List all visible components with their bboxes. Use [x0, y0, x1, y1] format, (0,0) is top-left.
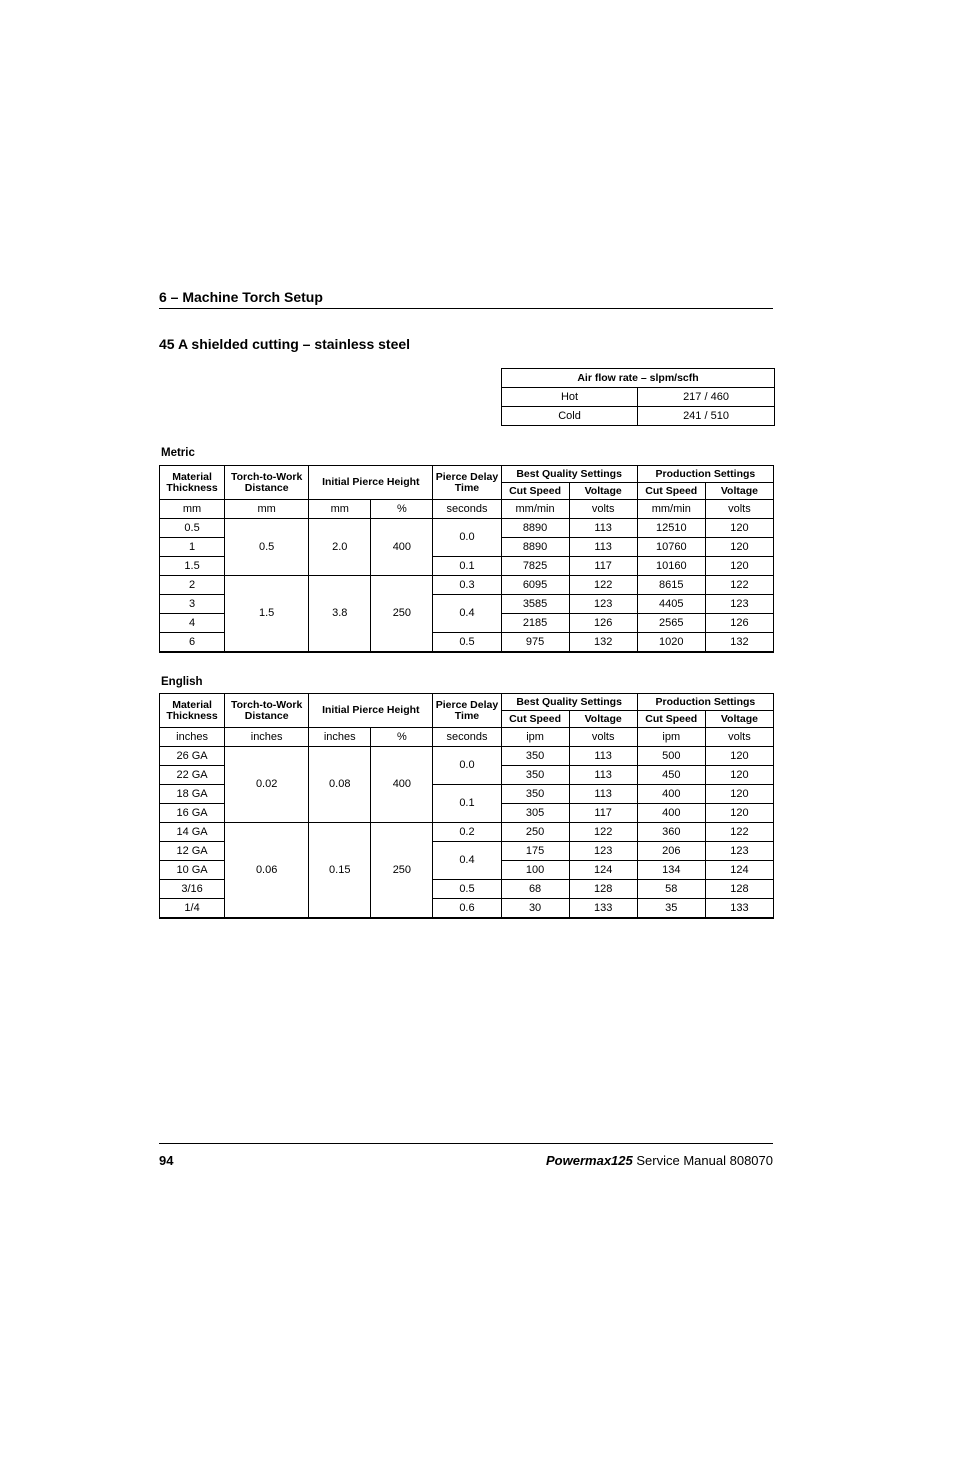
production-speed-cell: 2565	[637, 614, 705, 633]
best-quality-voltage-cell: 113	[569, 519, 637, 538]
production-voltage-cell: 120	[705, 557, 773, 576]
production-voltage-cell: 123	[705, 595, 773, 614]
production-voltage-cell: 126	[705, 614, 773, 633]
pierce-delay-cell: 0.5	[433, 880, 501, 899]
header-row	[160, 694, 774, 711]
unit-cell: volts	[569, 500, 637, 519]
unit-cell: seconds	[433, 728, 501, 747]
units-row	[160, 500, 774, 519]
material-thickness-cell: 10 GA	[160, 861, 225, 880]
air-flow-row	[502, 388, 775, 407]
production-speed-cell: 8615	[637, 576, 705, 595]
column-header-torch-to-work: Torch-to-Work Distance	[225, 694, 309, 728]
best-quality-voltage-cell: 113	[569, 785, 637, 804]
best-quality-voltage-cell: 132	[569, 633, 637, 653]
unit-cell: volts	[569, 728, 637, 747]
unit-cell: mm/min	[501, 500, 569, 519]
unit-cell: %	[371, 728, 433, 747]
pierce-percent-cell: 400	[371, 747, 433, 823]
best-quality-speed-cell: 350	[501, 747, 569, 766]
best-quality-speed-cell: 350	[501, 766, 569, 785]
column-header-production: Production Settings	[637, 694, 773, 711]
production-voltage-cell: 133	[705, 899, 773, 919]
production-voltage-cell: 120	[705, 766, 773, 785]
best-quality-voltage-cell: 113	[569, 766, 637, 785]
unit-cell: seconds	[433, 500, 501, 519]
production-speed-cell: 500	[637, 747, 705, 766]
production-speed-cell: 4405	[637, 595, 705, 614]
column-header-best-quality: Best Quality Settings	[501, 466, 637, 483]
production-voltage-cell: 124	[705, 861, 773, 880]
column-header-cut-speed: Cut Speed	[501, 483, 569, 500]
unit-cell: mm	[225, 500, 309, 519]
production-voltage-cell: 122	[705, 823, 773, 842]
column-header-torch-to-work: Torch-to-Work Distance	[225, 466, 309, 500]
section-title: 6 – Machine Torch Setup	[159, 289, 323, 305]
column-header-pierce-delay: Pierce Delay Time	[433, 466, 501, 500]
air-flow-table	[501, 368, 775, 426]
production-speed-cell: 35	[637, 899, 705, 919]
production-speed-cell: 400	[637, 804, 705, 823]
unit-cell: inches	[160, 728, 225, 747]
production-voltage-cell: 122	[705, 576, 773, 595]
pierce-delay-cell: 0.3	[433, 576, 501, 595]
pierce-delay-cell: 0.1	[433, 557, 501, 576]
production-speed-cell: 12510	[637, 519, 705, 538]
table-row	[160, 576, 774, 595]
best-quality-speed-cell: 100	[501, 861, 569, 880]
best-quality-voltage-cell: 126	[569, 614, 637, 633]
best-quality-speed-cell: 8890	[501, 519, 569, 538]
production-speed-cell: 206	[637, 842, 705, 861]
column-header-material-thickness: Material Thickness	[160, 694, 225, 728]
column-header-pierce-delay: Pierce Delay Time	[433, 694, 501, 728]
pierce-delay-cell: 0.5	[433, 633, 501, 653]
unit-cell: ipm	[501, 728, 569, 747]
metric-cut-table	[159, 465, 774, 653]
best-quality-speed-cell: 8890	[501, 538, 569, 557]
production-voltage-cell: 128	[705, 880, 773, 899]
production-voltage-cell: 120	[705, 804, 773, 823]
column-header-initial-pierce-height: Initial Pierce Height	[309, 466, 433, 500]
manual-title: Service Manual	[636, 1153, 726, 1168]
header-row	[160, 466, 774, 483]
pierce-delay-cell: 0.4	[433, 842, 501, 880]
material-thickness-cell: 6	[160, 633, 225, 653]
pierce-delay-cell: 0.0	[433, 747, 501, 785]
production-voltage-cell: 120	[705, 519, 773, 538]
best-quality-voltage-cell: 124	[569, 861, 637, 880]
column-header-voltage: Voltage	[705, 483, 773, 500]
material-thickness-cell: 16 GA	[160, 804, 225, 823]
column-header-voltage: Voltage	[569, 483, 637, 500]
unit-cell: inches	[309, 728, 371, 747]
unit-cell: mm	[309, 500, 371, 519]
subsection-title: 45 A shielded cutting – stainless steel	[159, 336, 411, 352]
production-voltage-cell: 123	[705, 842, 773, 861]
metric-label: Metric	[161, 447, 195, 459]
torch-to-work-cell: 0.02	[225, 747, 309, 823]
pierce-delay-cell: 0.1	[433, 785, 501, 823]
english-cut-table	[159, 693, 774, 919]
production-speed-cell: 360	[637, 823, 705, 842]
table-row	[160, 747, 774, 766]
pierce-delay-cell: 0.4	[433, 595, 501, 633]
column-header-cut-speed: Cut Speed	[637, 711, 705, 728]
air-flow-value: 241 / 510	[638, 407, 775, 426]
best-quality-voltage-cell: 117	[569, 804, 637, 823]
air-flow-label: Hot	[502, 388, 638, 407]
unit-cell: volts	[705, 728, 773, 747]
material-thickness-cell: 1.5	[160, 557, 225, 576]
footer-divider	[159, 1143, 773, 1144]
document-number: 808070	[729, 1153, 773, 1168]
material-thickness-cell: 4	[160, 614, 225, 633]
column-header-cut-speed: Cut Speed	[637, 483, 705, 500]
material-thickness-cell: 18 GA	[160, 785, 225, 804]
material-thickness-cell: 12 GA	[160, 842, 225, 861]
best-quality-speed-cell: 7825	[501, 557, 569, 576]
air-flow-row	[502, 407, 775, 426]
best-quality-speed-cell: 2185	[501, 614, 569, 633]
material-thickness-cell: 3	[160, 595, 225, 614]
material-thickness-cell: 1	[160, 538, 225, 557]
table-row	[160, 823, 774, 842]
production-speed-cell: 10760	[637, 538, 705, 557]
best-quality-voltage-cell: 122	[569, 823, 637, 842]
pierce-delay-cell: 0.2	[433, 823, 501, 842]
pierce-percent-cell: 250	[371, 576, 433, 653]
units-row	[160, 728, 774, 747]
best-quality-voltage-cell: 128	[569, 880, 637, 899]
column-header-production: Production Settings	[637, 466, 773, 483]
pierce-height-cell: 0.15	[309, 823, 371, 919]
unit-cell: mm/min	[637, 500, 705, 519]
best-quality-speed-cell: 175	[501, 842, 569, 861]
production-speed-cell: 58	[637, 880, 705, 899]
torch-to-work-cell: 0.06	[225, 823, 309, 919]
best-quality-speed-cell: 975	[501, 633, 569, 653]
production-speed-cell: 400	[637, 785, 705, 804]
production-voltage-cell: 120	[705, 785, 773, 804]
unit-cell: %	[371, 500, 433, 519]
best-quality-voltage-cell: 123	[569, 842, 637, 861]
best-quality-speed-cell: 350	[501, 785, 569, 804]
production-voltage-cell: 120	[705, 538, 773, 557]
unit-cell: volts	[705, 500, 773, 519]
pierce-percent-cell: 250	[371, 823, 433, 919]
air-flow-title: Air flow rate – slpm/scfh	[502, 369, 775, 388]
production-speed-cell: 10160	[637, 557, 705, 576]
footer-document-info	[546, 1153, 773, 1168]
best-quality-voltage-cell: 117	[569, 557, 637, 576]
material-thickness-cell: 0.5	[160, 519, 225, 538]
production-voltage-cell: 132	[705, 633, 773, 653]
best-quality-speed-cell: 250	[501, 823, 569, 842]
english-label: English	[161, 676, 203, 688]
unit-cell: ipm	[637, 728, 705, 747]
production-speed-cell: 134	[637, 861, 705, 880]
torch-to-work-cell: 1.5	[225, 576, 309, 653]
air-flow-label: Cold	[502, 407, 638, 426]
best-quality-speed-cell: 305	[501, 804, 569, 823]
page-number: 94	[159, 1153, 174, 1168]
material-thickness-cell: 14 GA	[160, 823, 225, 842]
unit-cell: inches	[225, 728, 309, 747]
material-thickness-cell: 26 GA	[160, 747, 225, 766]
best-quality-speed-cell: 68	[501, 880, 569, 899]
column-header-material-thickness: Material Thickness	[160, 466, 225, 500]
material-thickness-cell: 22 GA	[160, 766, 225, 785]
production-speed-cell: 450	[637, 766, 705, 785]
production-speed-cell: 1020	[637, 633, 705, 653]
best-quality-voltage-cell: 133	[569, 899, 637, 919]
unit-cell: mm	[160, 500, 225, 519]
best-quality-speed-cell: 3585	[501, 595, 569, 614]
best-quality-speed-cell: 30	[501, 899, 569, 919]
best-quality-voltage-cell: 122	[569, 576, 637, 595]
column-header-best-quality: Best Quality Settings	[501, 694, 637, 711]
torch-to-work-cell: 0.5	[225, 519, 309, 576]
best-quality-speed-cell: 6095	[501, 576, 569, 595]
column-header-voltage: Voltage	[569, 711, 637, 728]
material-thickness-cell: 1/4	[160, 899, 225, 919]
header-divider	[159, 308, 773, 309]
air-flow-value: 217 / 460	[638, 388, 775, 407]
pierce-height-cell: 2.0	[309, 519, 371, 576]
column-header-initial-pierce-height: Initial Pierce Height	[309, 694, 433, 728]
best-quality-voltage-cell: 113	[569, 538, 637, 557]
product-name: Powermax125	[546, 1153, 633, 1168]
pierce-delay-cell: 0.6	[433, 899, 501, 919]
production-voltage-cell: 120	[705, 747, 773, 766]
material-thickness-cell: 2	[160, 576, 225, 595]
table-row	[160, 519, 774, 538]
pierce-height-cell: 0.08	[309, 747, 371, 823]
pierce-delay-cell: 0.0	[433, 519, 501, 557]
pierce-height-cell: 3.8	[309, 576, 371, 653]
best-quality-voltage-cell: 113	[569, 747, 637, 766]
material-thickness-cell: 3/16	[160, 880, 225, 899]
column-header-cut-speed: Cut Speed	[501, 711, 569, 728]
best-quality-voltage-cell: 123	[569, 595, 637, 614]
column-header-voltage: Voltage	[705, 711, 773, 728]
pierce-percent-cell: 400	[371, 519, 433, 576]
